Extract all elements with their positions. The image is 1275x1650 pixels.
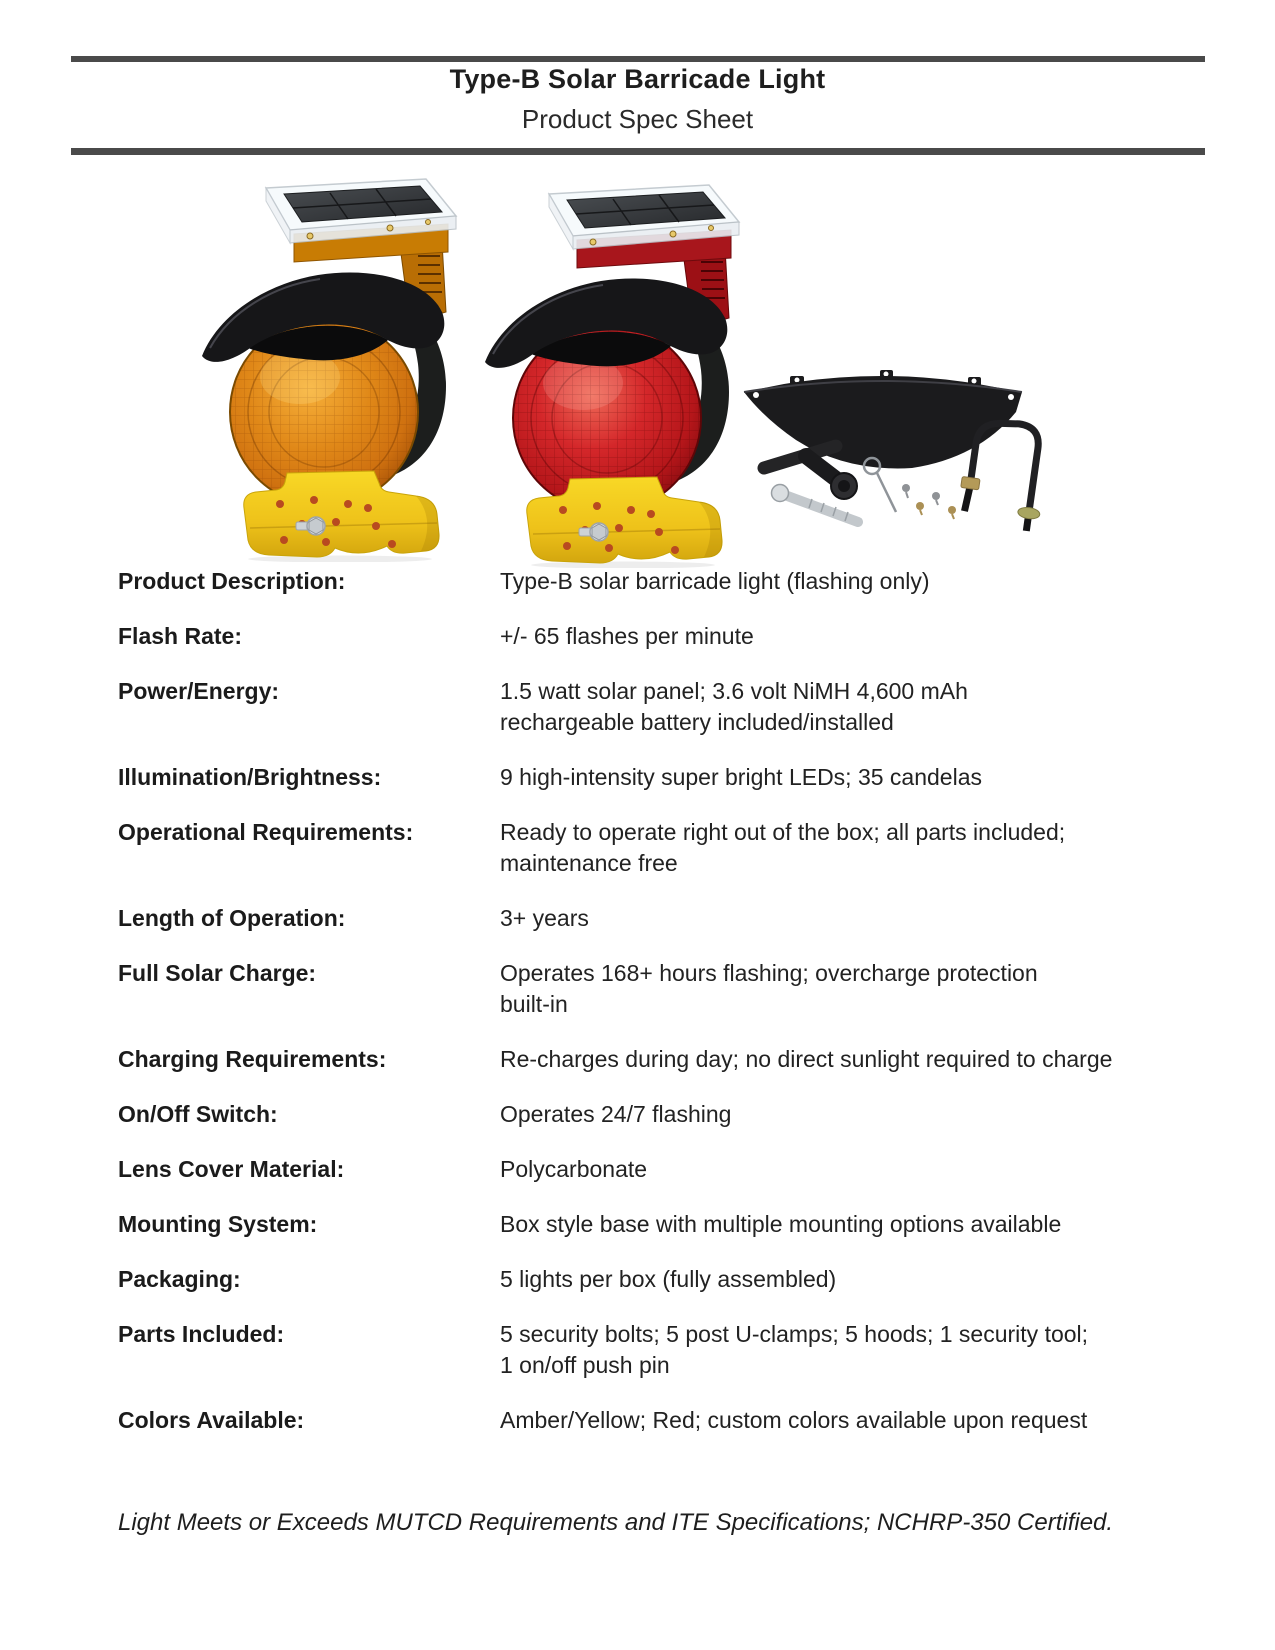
- header-divider: [71, 148, 1205, 155]
- spec-table: [118, 566, 1188, 1460]
- spec-label: Parts Included:: [118, 1321, 285, 1347]
- spec-row-colors-available: [118, 1405, 1188, 1436]
- parts-kit-photo: [720, 364, 1050, 549]
- spec-label: Packaging:: [118, 1266, 241, 1292]
- spec-label: Power/Energy:: [118, 678, 280, 704]
- spec-row-illumination: [118, 762, 1188, 793]
- spec-label: Illumination/Brightness:: [118, 764, 382, 790]
- solar-panel: [266, 179, 456, 262]
- spec-row-parts-included: [118, 1319, 1188, 1381]
- spec-label: Lens Cover Material:: [118, 1156, 345, 1182]
- page-title: Type-B Solar Barricade Light: [449, 64, 826, 94]
- spec-label: Length of Operation:: [118, 905, 346, 931]
- spec-row-length-of-operation: [118, 903, 1188, 934]
- spec-value: +/- 65 flashes per minute: [500, 623, 754, 649]
- spec-label: Mounting System:: [118, 1211, 318, 1237]
- page-subtitle: Product Spec Sheet: [521, 104, 754, 134]
- spec-label: Operational Requirements:: [118, 819, 414, 845]
- spec-value: Type-B solar barricade light (flashing only): [500, 568, 930, 594]
- certification-note: Light Meets or Exceeds MUTCD Requirements and ITE Specifications; NCHRP-350 Certified.: [118, 1509, 1114, 1536]
- spec-label: Flash Rate:: [118, 623, 242, 649]
- spec-value: 1.5 watt solar panel; 3.6 volt NiMH 4,600 mAh rechargeable battery included/installed: [500, 678, 968, 735]
- spec-value: 5 lights per box (fully assembled): [500, 1266, 837, 1292]
- spec-label: On/Off Switch:: [118, 1101, 278, 1127]
- top-divider: [71, 56, 1205, 62]
- amber-barricade-light-photo: [190, 172, 470, 562]
- spec-value: Operates 168+ hours flashing; overcharge protection built-in: [500, 960, 1038, 1017]
- spec-row-full-solar-charge: [118, 958, 1188, 1020]
- spec-row-charging-requirements: [118, 1044, 1188, 1075]
- spec-row-on-off-switch: [118, 1099, 1188, 1130]
- spec-value: Box style base with multiple mounting options available: [500, 1211, 1062, 1237]
- spec-value: Ready to operate right out of the box; all parts included; maintenance free: [500, 819, 1066, 876]
- red-barricade-light-photo: [473, 178, 753, 568]
- spec-label: Full Solar Charge:: [118, 960, 317, 986]
- spec-value: Amber/Yellow; Red; custom colors available upon request: [500, 1407, 1088, 1433]
- spec-value: Re-charges during day; no direct sunlight required to charge: [500, 1046, 1113, 1072]
- spec-value: Polycarbonate: [500, 1156, 648, 1182]
- spec-label: Charging Requirements:: [118, 1046, 387, 1072]
- hood-part: [744, 370, 1022, 468]
- product-photos: [185, 172, 1065, 567]
- spec-row-operational-requirements: [118, 817, 1188, 879]
- spec-label: Product Description:: [118, 568, 346, 594]
- spec-row-packaging: [118, 1264, 1188, 1295]
- spec-value: 5 security bolts; 5 post U-clamps; 5 hoods; 1 security tool; 1 on/off push pin: [500, 1321, 1089, 1378]
- spec-row-lens-cover-material: [118, 1154, 1188, 1185]
- spec-row-flash-rate: [118, 621, 1188, 652]
- spec-value: 9 high-intensity super bright LEDs; 35 candelas: [500, 764, 983, 790]
- solar-panel: [549, 185, 739, 268]
- spec-row-product-description: [118, 566, 1188, 597]
- screws: [902, 484, 956, 519]
- spec-row-power-energy: [118, 676, 1188, 738]
- spec-value: 3+ years: [500, 905, 589, 931]
- spec-label: Colors Available:: [118, 1407, 305, 1433]
- spec-row-mounting-system: [118, 1209, 1188, 1240]
- spec-value: Operates 24/7 flashing: [500, 1101, 732, 1127]
